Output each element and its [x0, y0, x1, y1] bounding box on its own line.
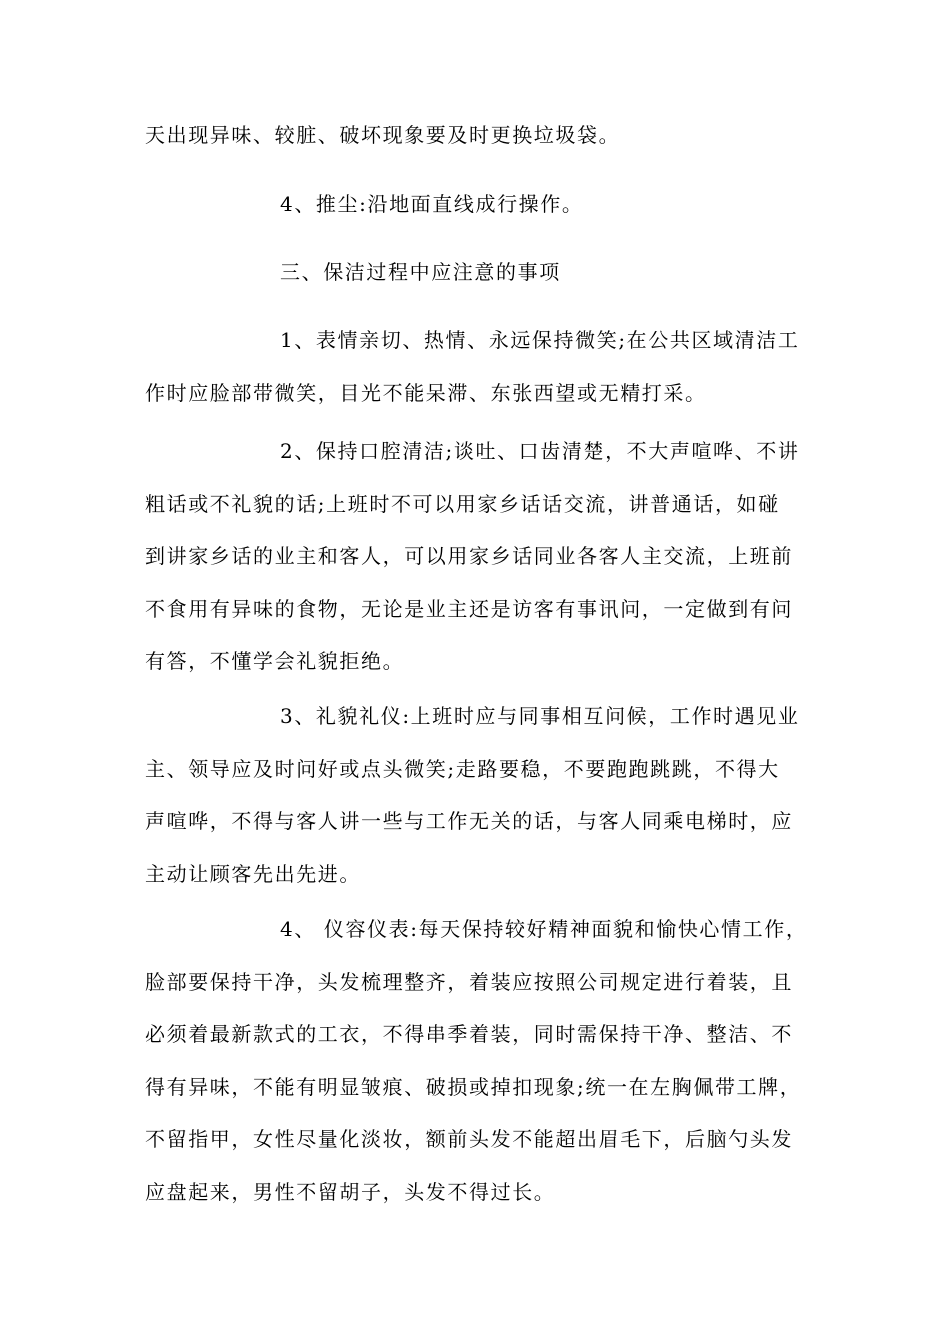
text-line: 粗话或不礼貌的话;上班时不可以用家乡话话交流，讲普通话，如碰	[145, 491, 780, 516]
section-heading-cleaning-precautions	[145, 246, 815, 299]
text-line: 不留指甲，女性尽量化淡妆，额前头发不能超出眉毛下，后脑勺头发	[145, 1127, 793, 1151]
text-line: 2、保持口腔清洁;谈吐、口齿清楚，不大声喧哗、不讲	[280, 439, 800, 463]
text-line: 不食用有异味的食物，无论是业主还是访客有事讯问，一定做到有问	[145, 596, 793, 621]
paragraph-trash-bag-continuation	[145, 109, 815, 162]
text-line: 应盘起来，男性不留胡子，头发不得过长。	[145, 1179, 556, 1204]
paragraph-etiquette	[145, 690, 815, 900]
text-line: 必须着最新款式的工衣，不得串季着装，同时需保持干净、整洁、不	[145, 1022, 793, 1046]
text-line: 到讲家乡话的业主和客人，可以用家乡话同业各客人主交流，上班前	[145, 544, 793, 568]
text-line: 天出现异味、较脏、破坏现象要及时更换垃圾袋。	[145, 123, 621, 147]
text-line: 主动让顾客先出先进。	[145, 861, 361, 886]
paragraph-expression	[145, 314, 815, 419]
text-line: 作时应脸部带微笑，目光不能呆滞、东张西望或无精打采。	[145, 380, 707, 405]
paragraph-appearance	[145, 903, 815, 1218]
text-line: 3、礼貌礼仪:上班时应与同事相互问候，工作时遇见业	[280, 704, 800, 728]
text-line: 主、领导应及时问好或点头微笑;走路要稳，不要跑跑跳跳，不得大	[145, 756, 780, 781]
paragraph-oral-hygiene	[145, 425, 815, 688]
text-line: 得有异味，不能有明显皱痕、破损或掉扣现象;统一在左胸佩带工牌，	[145, 1074, 802, 1099]
section-heading: 三、保洁过程中应注意的事项	[280, 260, 561, 284]
text-line: 1、表情亲切、热情、永远保持微笑;在公共区域清洁工	[280, 328, 800, 352]
text-line: 有答，不懂学会礼貌拒绝。	[145, 649, 405, 673]
text-line: 脸部要保持干净，头发梳理整齐，着装应按照公司规定进行着装，且	[145, 969, 793, 994]
text-line: 4、推尘:沿地面直线成行操作。	[280, 192, 584, 216]
text-line: 4、 仪容仪表:每天保持较好精神面貌和愉快心情工作，	[280, 917, 808, 941]
text-line: 声喧哗，不得与客人讲一些与工作无关的话，与客人同乘电梯时，应	[145, 809, 793, 833]
paragraph-dust-pushing	[145, 178, 815, 231]
